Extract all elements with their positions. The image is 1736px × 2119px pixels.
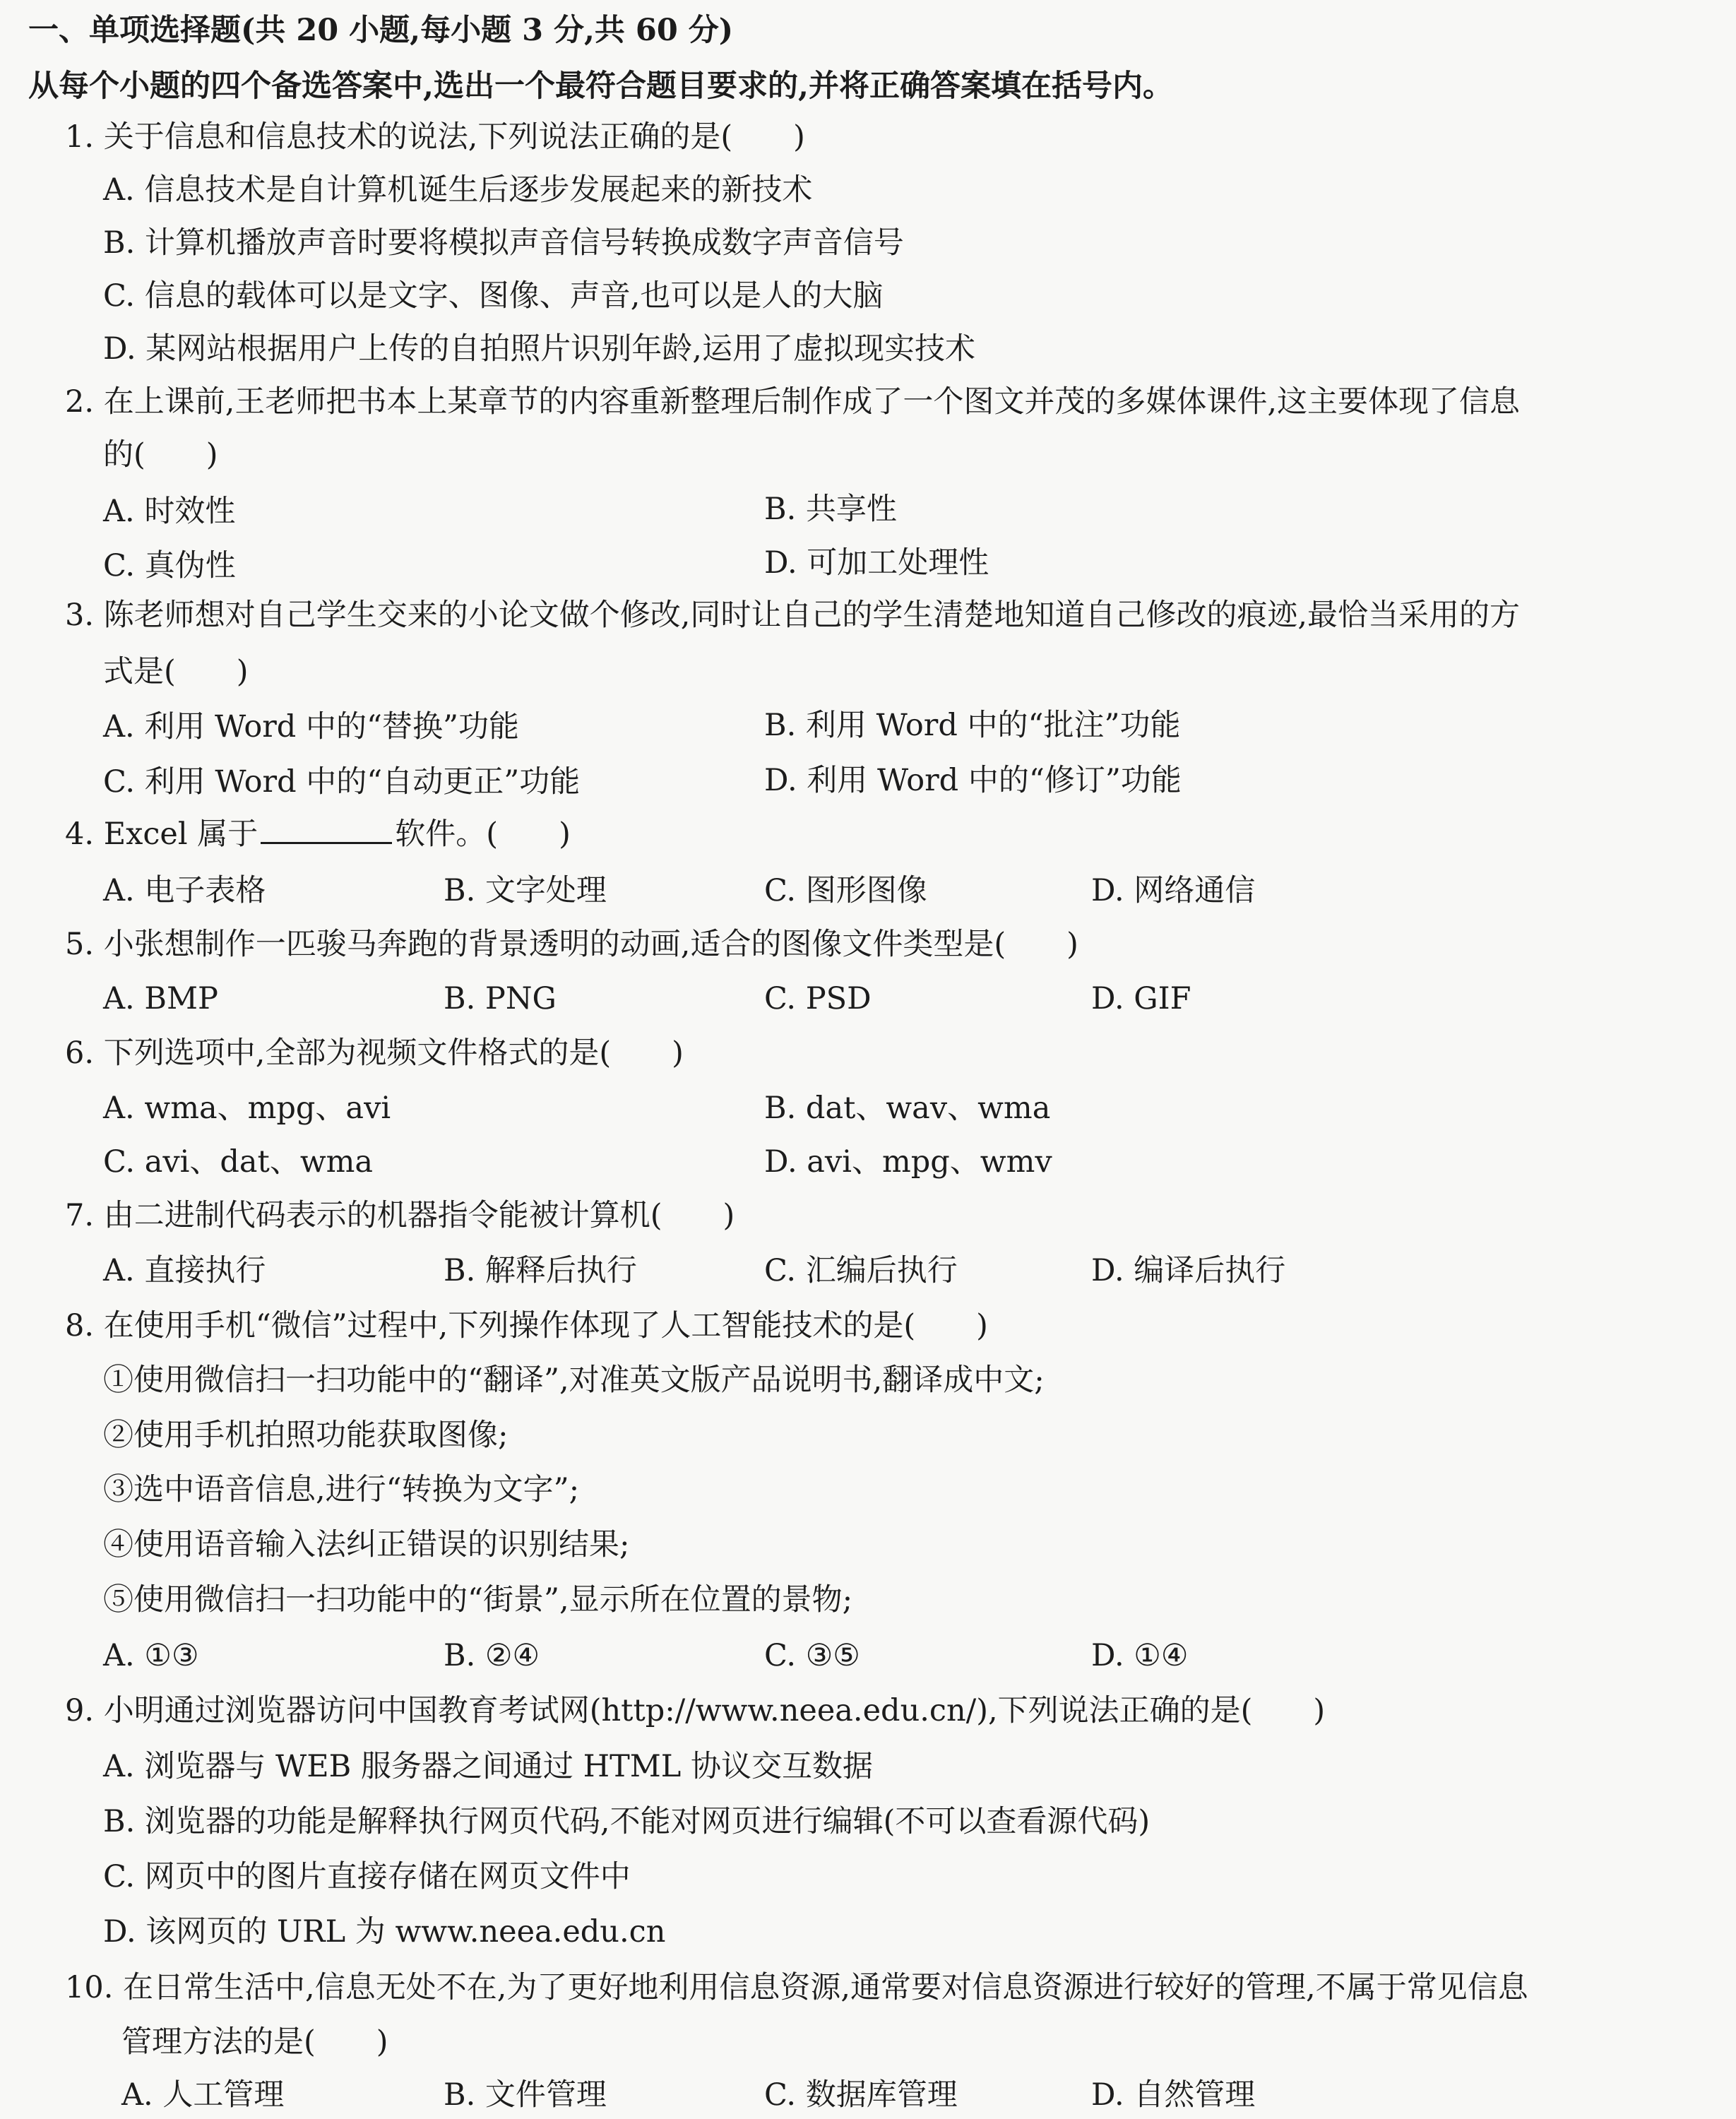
question-8-item-2: ②使用手机拍照功能获取图像; [103,1418,509,1453]
question-8-item-3: ③选中语音信息,进行“转换为文字”; [103,1472,580,1507]
question-4-stem-before: 4. Excel 属于 [65,817,258,852]
question-2-option-c: C. 真伪性 [103,548,236,583]
question-6-option-a: A. wma、mpg、avi [103,1091,391,1126]
question-10-option-c: C. 数据库管理 [764,2077,958,2113]
question-10-stem: 10. 在日常生活中,信息无处不在,为了更好地利用信息资源,通常要对信息资源进行较好的管理,不属于常见信息 [65,1970,1528,2005]
question-2-stem: 2. 在上课前,王老师把书本上某章节的内容重新整理后制作成了一个图文并茂的多媒体课件,这主要体现了信息 [65,384,1521,420]
question-8-option-b: B. ②④ [444,1638,540,1673]
question-8-item-1: ①使用微信扫一扫功能中的“翻译”,对准英文版产品说明书,翻译成中文; [103,1363,1045,1398]
question-10-option-d: D. 自然管理 [1091,2077,1256,2113]
question-3-stem-cont: 式是( ) [103,654,249,689]
question-8-item-4: ④使用语音输入法纠正错误的识别结果; [103,1527,630,1562]
question-4-option-b: B. 文字处理 [444,873,607,908]
question-7-option-a: A. 直接执行 [103,1253,266,1288]
question-10-stem-cont: 管理方法的是( ) [121,2024,388,2060]
section-instruction: 从每个小题的四个备选答案中,选出一个最符合题目要求的,并将正确答案填在括号内。 [28,69,1173,104]
question-1-option-c: C. 信息的载体可以是文字、图像、声音,也可以是人的大脑 [103,278,884,314]
question-9-option-c: C. 网页中的图片直接存储在网页文件中 [103,1859,631,1894]
question-3-option-a: A. 利用 Word 中的“替换”功能 [103,709,519,744]
question-8-option-a: A. ①③ [103,1638,199,1673]
question-5-stem: 5. 小张想制作一匹骏马奔跑的背景透明的动画,适合的图像文件类型是( ) [65,927,1078,962]
question-3-option-d: D. 利用 Word 中的“修订”功能 [764,763,1182,798]
question-1-option-d: D. 某网站根据用户上传的自拍照片识别年龄,运用了虚拟现实技术 [103,331,975,367]
question-6-option-c: C. avi、dat、wma [103,1144,374,1180]
question-6-option-d: D. avi、mpg、wmv [764,1144,1052,1180]
question-4-stem-after: 软件。( ) [395,817,571,852]
question-9-option-b: B. 浏览器的功能是解释执行网页代码,不能对网页进行编辑(不可以查看源代码) [103,1804,1151,1839]
question-7-option-d: D. 编译后执行 [1091,1253,1286,1288]
question-10-option-a: A. 人工管理 [121,2077,285,2113]
question-5-option-c: C. PSD [764,981,872,1016]
question-5-option-a: A. BMP [103,981,218,1016]
question-4-option-d: D. 网络通信 [1091,873,1256,908]
answer-blank [261,814,392,844]
question-10-option-b: B. 文件管理 [444,2077,607,2113]
question-6-option-b: B. dat、wav、wma [764,1091,1051,1126]
question-8-item-5: ⑤使用微信扫一扫功能中的“街景”,显示所在位置的景物; [103,1582,853,1618]
section-heading: 一、单项选择题(共 20 小题,每小题 3 分,共 60 分) [28,13,734,48]
question-7-option-b: B. 解释后执行 [444,1253,637,1288]
question-5-option-b: B. PNG [444,981,557,1016]
question-9-option-d: D. 该网页的 URL 为 www.neea.edu.cn [103,1914,666,1949]
question-3-option-b: B. 利用 Word 中的“批注”功能 [764,708,1181,743]
question-2-option-b: B. 共享性 [764,492,897,527]
question-7-stem: 7. 由二进制代码表示的机器指令能被计算机( ) [65,1198,735,1233]
question-5-option-d: D. GIF [1091,981,1191,1016]
question-8-option-c: C. ③⑤ [764,1638,860,1673]
question-2-option-a: A. 时效性 [103,494,236,529]
question-3-option-c: C. 利用 Word 中的“自动更正”功能 [103,764,581,800]
question-9-option-a: A. 浏览器与 WEB 服务器之间通过 HTML 协议交互数据 [103,1749,874,1784]
question-8-stem: 8. 在使用手机“微信”过程中,下列操作体现了人工智能技术的是( ) [65,1308,988,1343]
question-8-option-d: D. ①④ [1091,1638,1189,1673]
question-3-stem: 3. 陈老师想对自己学生交来的小论文做个修改,同时让自己的学生清楚地知道自己修改的痕迹,最恰当采用的方 [65,598,1521,633]
question-7-option-c: C. 汇编后执行 [764,1253,958,1288]
question-4-option-a: A. 电子表格 [103,873,266,908]
question-1-option-a: A. 信息技术是自计算机诞生后逐步发展起来的新技术 [103,172,813,208]
question-1-stem: 1. 关于信息和信息技术的说法,下列说法正确的是( ) [65,119,805,155]
question-2-stem-cont: 的( ) [103,437,218,473]
question-2-option-d: D. 可加工处理性 [764,545,989,581]
question-6-stem: 6. 下列选项中,全部为视频文件格式的是( ) [65,1035,684,1071]
question-9-stem: 9. 小明通过浏览器访问中国教育考试网(http://www.neea.edu.cn/),下列说法正确的是( ) [65,1693,1326,1728]
question-4-option-c: C. 图形图像 [764,873,927,908]
question-1-option-b: B. 计算机播放声音时要将模拟声音信号转换成数字声音信号 [103,225,904,261]
question-4-stem [65,814,571,855]
